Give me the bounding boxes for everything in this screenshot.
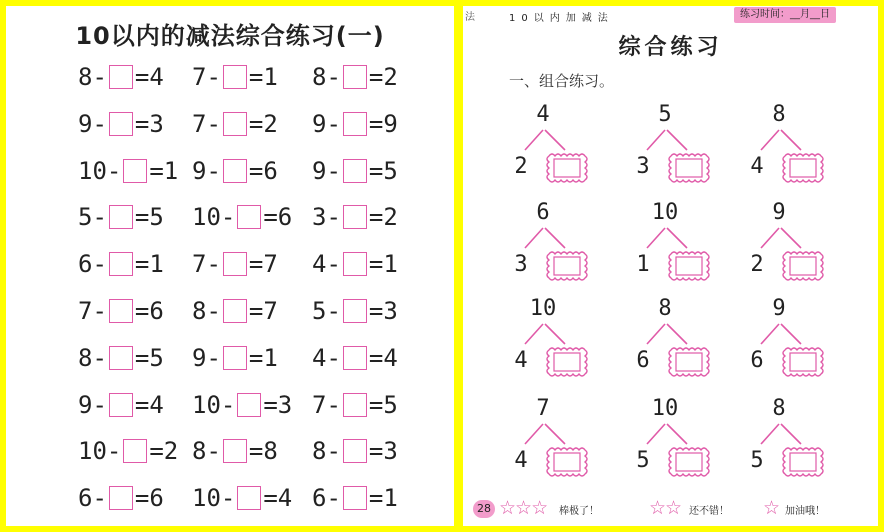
equation-item (312, 296, 398, 326)
bond-line-left (761, 228, 779, 248)
scalloped-frame-icon (545, 152, 589, 184)
equation-minuend: 8- (78, 63, 107, 91)
bond-whole-number: 9 (772, 296, 786, 321)
equation-result: =7 (248, 297, 278, 325)
answer-frame[interactable] (667, 346, 711, 378)
equation-result: =3 (368, 437, 398, 466)
equation-item (312, 62, 398, 92)
answer-box[interactable] (223, 299, 247, 323)
rating-text-good: 还不错！ (689, 506, 729, 517)
answer-box[interactable] (343, 252, 367, 276)
section-heading: 一、组合练习。 (509, 72, 615, 90)
equation-result: =1 (368, 484, 398, 513)
equation-result: =5 (134, 203, 164, 232)
equation-result: =8 (248, 437, 278, 466)
equation-item (312, 483, 398, 513)
number-bond (631, 102, 731, 192)
page-header (463, 6, 878, 24)
equation-result: =5 (368, 156, 398, 185)
answer-box[interactable] (343, 299, 367, 323)
scalloped-frame-icon (545, 250, 589, 282)
number-bond (745, 396, 845, 486)
equation-minuend: 6- (78, 250, 107, 279)
equation-result: =5 (134, 343, 164, 372)
left-page-title: 10以内的减法综合练习(一) (75, 22, 385, 50)
bond-line-right (545, 324, 565, 344)
bond-line-left (647, 324, 665, 344)
bond-line-right (667, 130, 687, 150)
equation-item (312, 156, 398, 186)
answer-box[interactable] (109, 65, 133, 89)
bond-line-right (781, 424, 801, 444)
equation-result: =1 (368, 250, 398, 279)
equation-item (78, 156, 178, 186)
equation-minuend: 4- (312, 250, 341, 279)
answer-box[interactable] (343, 393, 367, 417)
number-bond (631, 296, 731, 386)
bond-line-right (781, 324, 801, 344)
equation-minuend: 8- (312, 437, 341, 466)
answer-frame[interactable] (781, 152, 825, 184)
answer-frame[interactable] (667, 152, 711, 184)
equation-minuend: 7- (192, 109, 221, 138)
answer-box[interactable] (343, 439, 367, 463)
bond-part-number: 6 (636, 348, 650, 373)
scalloped-frame-icon (667, 152, 711, 184)
equation-item (78, 343, 164, 373)
number-bond (631, 200, 731, 290)
equation-minuend: 7- (78, 297, 107, 325)
rating-text-excellent: 棒极了！ (559, 506, 599, 517)
answer-box[interactable] (223, 439, 247, 463)
equation-item (192, 156, 278, 186)
bond-whole-number: 5 (658, 102, 672, 127)
number-bond (509, 102, 609, 192)
answer-box[interactable] (109, 393, 133, 417)
answer-frame[interactable] (545, 346, 589, 378)
scalloped-frame-icon (781, 446, 825, 478)
answer-box[interactable] (109, 252, 133, 276)
bond-line-right (545, 130, 565, 150)
equation-result: =1 (248, 63, 278, 91)
equation-result: =3 (134, 109, 164, 138)
answer-box[interactable] (343, 346, 367, 370)
equation-item (192, 483, 292, 513)
equation-minuend: 10- (192, 484, 236, 513)
number-bond (631, 396, 731, 486)
number-bond (509, 296, 609, 386)
header-chapter: 10以内加减法 (509, 13, 614, 24)
equation-item (312, 436, 398, 466)
bond-line-left (761, 324, 779, 344)
equation-result: =2 (149, 437, 179, 466)
bond-line-left (525, 228, 543, 248)
answer-box[interactable] (343, 205, 367, 229)
bond-part-number: 4 (750, 154, 764, 179)
star-icon[interactable]: ☆☆☆ (499, 497, 548, 519)
equation-minuend: 6- (78, 484, 107, 513)
star-icon[interactable]: ☆ (763, 497, 780, 519)
bond-part-number: 3 (514, 252, 528, 277)
equation-item (192, 343, 278, 373)
number-bond (509, 200, 609, 290)
header-fragment: 法 (465, 12, 475, 23)
equation-result: =6 (134, 484, 164, 513)
bond-line-left (647, 228, 665, 248)
equation-minuend: 5- (78, 203, 107, 232)
equation-item (78, 202, 164, 232)
answer-box[interactable] (109, 299, 133, 323)
equation-minuend: 7- (192, 250, 221, 279)
answer-box[interactable] (123, 439, 147, 463)
scalloped-frame-icon (545, 446, 589, 478)
bond-whole-number: 9 (772, 200, 786, 225)
bond-part-number: 1 (636, 252, 650, 277)
equation-item (192, 390, 292, 420)
equation-result: =2 (248, 109, 278, 138)
bond-part-number: 4 (514, 348, 528, 373)
equation-item (192, 296, 278, 326)
bond-part-number: 2 (750, 252, 764, 277)
answer-box[interactable] (123, 159, 147, 183)
equation-result: =2 (368, 63, 398, 91)
answer-frame[interactable] (781, 250, 825, 282)
answer-box[interactable] (223, 112, 247, 136)
equation-item (192, 109, 278, 139)
bond-line-left (647, 424, 665, 444)
equation-minuend: 9- (312, 109, 341, 138)
equation-minuend: 9- (192, 156, 221, 185)
answer-box[interactable] (343, 65, 367, 89)
answer-box[interactable] (237, 486, 261, 510)
scalloped-frame-icon (667, 346, 711, 378)
bond-line-left (525, 130, 543, 150)
answer-box[interactable] (223, 252, 247, 276)
bond-line-right (667, 324, 687, 344)
equation-result: =1 (248, 343, 278, 372)
equation-minuend: 4- (312, 343, 341, 372)
equation-item (312, 202, 398, 232)
answer-box[interactable] (237, 205, 261, 229)
bond-line-left (761, 424, 779, 444)
equation-minuend: 7- (192, 63, 221, 91)
answer-frame[interactable] (545, 152, 589, 184)
equation-minuend: 9- (78, 390, 107, 419)
bond-whole-number: 8 (772, 396, 786, 421)
bond-line-right (781, 228, 801, 248)
scalloped-frame-icon (545, 346, 589, 378)
bond-line-right (545, 424, 565, 444)
star-icon[interactable]: ☆☆ (649, 497, 682, 519)
equation-item (312, 109, 398, 139)
equation-result: =1 (134, 250, 164, 279)
right-page-title: 综合练习 (618, 35, 723, 60)
equation-result: =4 (134, 390, 164, 419)
equation-minuend: 5- (312, 297, 341, 325)
equation-result: =3 (263, 390, 293, 419)
left-worksheet-page (6, 6, 454, 526)
page-footer (463, 498, 878, 522)
page-number-badge: 28 (473, 500, 495, 518)
equation-minuend: 9- (192, 343, 221, 372)
equation-result: =7 (248, 250, 278, 279)
scalloped-frame-icon (781, 250, 825, 282)
equation-result: =6 (263, 203, 293, 232)
equation-item (312, 249, 398, 279)
equation-item (78, 296, 164, 326)
answer-frame[interactable] (781, 346, 825, 378)
scalloped-frame-icon (781, 152, 825, 184)
bond-part-number: 5 (750, 448, 764, 473)
answer-frame[interactable] (545, 250, 589, 282)
answer-box[interactable] (343, 486, 367, 510)
equation-minuend: 8- (312, 63, 341, 91)
equation-minuend: 10- (78, 437, 122, 466)
bond-whole-number: 10 (529, 296, 557, 321)
answer-frame[interactable] (545, 446, 589, 478)
bond-part-number: 2 (514, 154, 528, 179)
right-worksheet-page (463, 6, 878, 526)
equation-minuend: 10- (78, 156, 122, 185)
equation-minuend: 10- (192, 203, 236, 232)
answer-frame[interactable] (781, 446, 825, 478)
bond-whole-number: 8 (658, 296, 672, 321)
number-bond (745, 200, 845, 290)
equation-item (312, 390, 398, 420)
bond-whole-number: 6 (536, 200, 550, 225)
equation-result: =4 (134, 63, 164, 91)
answer-box[interactable] (223, 159, 247, 183)
answer-frame[interactable] (667, 446, 711, 478)
equation-minuend: 3- (312, 203, 341, 232)
number-bond (745, 102, 845, 192)
equation-item (192, 249, 278, 279)
answer-box[interactable] (109, 486, 133, 510)
equation-result: =9 (368, 109, 398, 138)
bond-line-left (525, 424, 543, 444)
scalloped-frame-icon (781, 346, 825, 378)
bond-line-left (647, 130, 665, 150)
equation-result: =5 (368, 390, 398, 419)
equation-result: =1 (149, 156, 179, 185)
bond-whole-number: 10 (651, 200, 679, 225)
equation-item (192, 202, 292, 232)
bond-whole-number: 7 (536, 396, 550, 421)
bond-line-left (761, 130, 779, 150)
answer-frame[interactable] (667, 250, 711, 282)
answer-box[interactable] (109, 346, 133, 370)
equation-minuend: 8- (78, 343, 107, 372)
answer-box[interactable] (223, 65, 247, 89)
practice-time-label: 练习时间：__月__日 (734, 7, 836, 23)
bond-whole-number: 4 (536, 102, 550, 127)
bond-part-number: 6 (750, 348, 764, 373)
answer-box[interactable] (343, 112, 367, 136)
equation-item (78, 109, 164, 139)
scalloped-frame-icon (667, 446, 711, 478)
equation-item (192, 62, 278, 92)
equation-result: =6 (134, 297, 164, 325)
bond-line-right (545, 228, 565, 248)
number-bond (745, 296, 845, 386)
number-bond (509, 396, 609, 486)
bond-part-number: 5 (636, 448, 650, 473)
equation-result: =3 (368, 297, 398, 325)
equation-minuend: 10- (192, 390, 236, 419)
answer-box[interactable] (237, 393, 261, 417)
equation-item (78, 62, 164, 92)
bond-whole-number: 8 (772, 102, 786, 127)
answer-box[interactable] (343, 159, 367, 183)
equation-item (78, 249, 164, 279)
equation-item (192, 436, 278, 466)
bond-line-right (667, 228, 687, 248)
answer-box[interactable] (109, 112, 133, 136)
equation-minuend: 8- (192, 437, 221, 466)
rating-text-keep-going: 加油哦！ (785, 506, 825, 517)
equation-minuend: 9- (312, 156, 341, 185)
equation-item (78, 483, 164, 513)
bond-part-number: 3 (636, 154, 650, 179)
bond-whole-number: 10 (651, 396, 679, 421)
equation-result: =4 (368, 343, 398, 372)
equation-minuend: 9- (78, 109, 107, 138)
scalloped-frame-icon (667, 250, 711, 282)
equation-minuend: 8- (192, 297, 221, 325)
equation-result: =4 (263, 484, 293, 513)
equation-minuend: 6- (312, 484, 341, 513)
answer-box[interactable] (109, 205, 133, 229)
equation-result: =6 (248, 156, 278, 185)
bond-part-number: 4 (514, 448, 528, 473)
bond-line-right (781, 130, 801, 150)
answer-box[interactable] (223, 346, 247, 370)
equation-minuend: 7- (312, 390, 341, 419)
equation-item (312, 343, 398, 373)
bond-line-left (525, 324, 543, 344)
equation-result: =2 (368, 203, 398, 232)
equation-item (78, 436, 178, 466)
equation-item (78, 390, 164, 420)
bond-line-right (667, 424, 687, 444)
